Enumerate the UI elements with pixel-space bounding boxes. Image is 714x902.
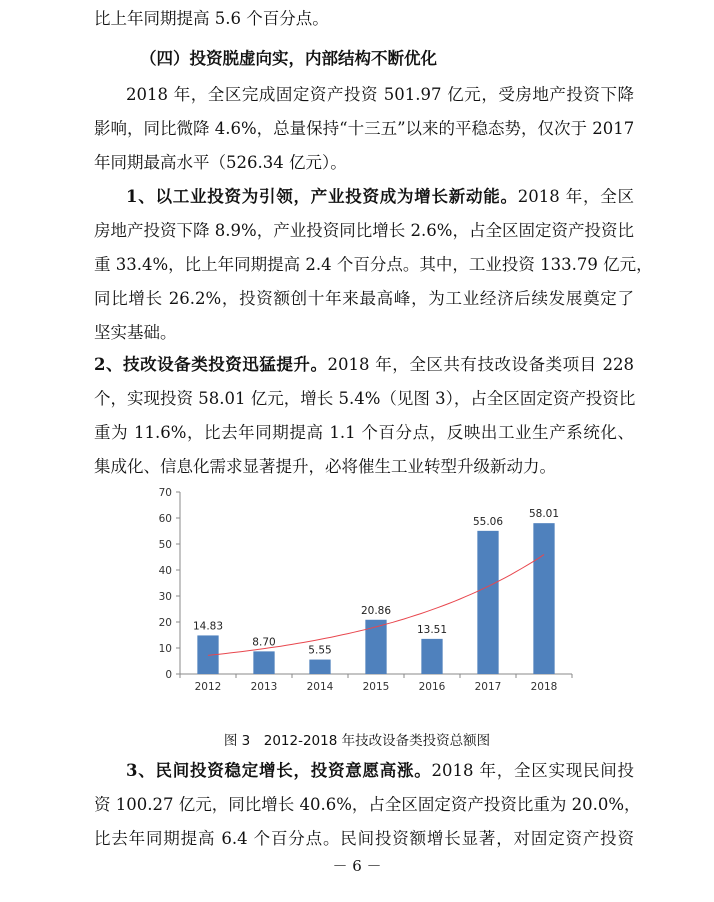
section-heading: （四）投资脱虚向实，内部结构不断优化 [140,49,437,68]
body-text-run: 2018 年，全区实现民间投 [431,761,634,780]
body-text-line: 年同期最高水平（526.34 亿元）。 [94,153,347,172]
x-axis [180,674,572,693]
body-text-line: 重 33.4%，比上年同期提高 2.4 个百分点。其中，工业投资 133.79 亿元， [94,255,653,274]
body-text-line: 比上年同期提高 5.6 个百分点。 [94,9,329,28]
y-tick-label: 50 [158,539,172,551]
subheading-private-investment: 3、民间投资稳定增长，投资意愿高涨。 [126,761,432,780]
subheading-tech-upgrade: 2、技改设备类投资迅猛提升。 [94,355,328,374]
y-tick-label: 20 [158,617,172,629]
y-tick-label: 70 [158,487,172,499]
bar [253,651,274,674]
y-tick-label: 40 [158,565,172,577]
page-number: － 6 － [332,857,382,875]
bar-series [197,523,554,674]
bar [365,620,386,674]
y-tick-label: 60 [158,513,172,525]
x-tick-label: 2017 [474,681,502,693]
x-tick-label: 2014 [306,681,334,693]
body-text-line: 房地产投资下降 8.9%，产业投资同比增长 2.6%，占全区固定资产投资比 [94,221,634,240]
bar [421,639,442,674]
body-text-line: 2018 年，全区完成固定资产投资 501.97 亿元，受房地产投资下降 [126,85,634,104]
data-label: 8.70 [252,636,276,649]
body-text-line: 个，实现投资 58.01 亿元，增长 5.4%（见图 3），占全区固定资产投资比 [94,389,636,408]
x-tick-label: 2013 [250,681,278,693]
subheading-industrial-investment: 1、以工业投资为引领，产业投资成为增长新动能。 [126,187,518,206]
figure-caption: 图 3 2012-2018 年技改设备类投资总额图 [223,733,491,749]
body-text-line: 影响，同比微降 4.6%，总量保持“十三五”以来的平稳态势，仅次于 2017 [94,119,635,138]
bar [309,660,330,674]
body-text-line: 集成化、信息化需求显著提升，必将催生工业转型升级新动力。 [94,457,556,476]
data-label: 14.83 [192,620,224,633]
paragraph-lead-line [126,186,634,208]
body-text-line: 比去年同期提高 6.4 个百分点。民间投资额增长显著，对固定资产投资 [94,829,634,848]
body-text-line: 坚实基础。 [94,323,177,342]
data-label: 58.01 [528,508,560,521]
body-text-line: 资 100.27 亿元，同比增长 40.6%，占全区固定资产投资比重为 20.0%， [94,795,641,814]
x-tick-label: 2015 [362,681,390,693]
body-text-line: 同比增长 26.2%，投资额创十年来最高峰，为工业经济后续发展奠定了 [94,289,634,308]
body-text-line: 重为 11.6%，比去年同期提高 1.1 个百分点，反映出工业生产系统化、 [94,423,634,442]
paragraph-lead-line [126,760,634,782]
x-tick-label: 2016 [418,681,446,693]
bar-chart [140,478,580,718]
x-tick-label: 2012 [194,681,222,693]
data-label: 13.51 [416,623,448,636]
x-tick-label: 2018 [530,681,558,693]
data-label: 55.06 [472,515,504,528]
body-text-run: 2018 年，全区共有技改设备类项目 228 [327,355,634,374]
body-text-run: 2018 年，全区 [517,187,634,206]
y-tick-label: 10 [158,643,172,655]
y-tick-label: 30 [158,591,172,603]
data-label: 20.86 [360,604,392,617]
paragraph-lead-line [94,354,634,376]
y-axis [159,487,180,681]
bar [533,523,554,674]
bar [477,531,498,674]
data-label: 5.55 [308,644,332,657]
y-tick-label: 0 [165,669,172,681]
